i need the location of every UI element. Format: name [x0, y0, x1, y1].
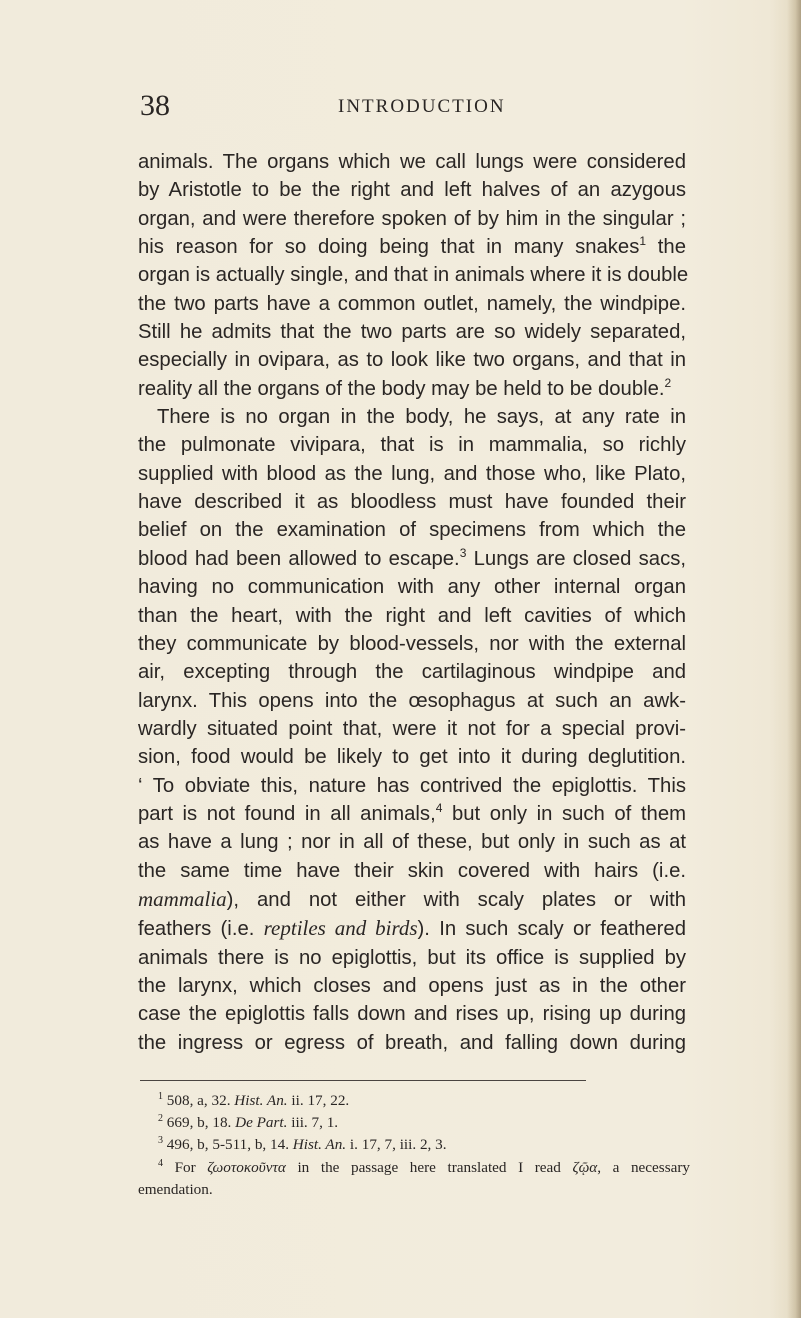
text-line — [138, 800, 686, 828]
text-span: , a necessary — [597, 1158, 690, 1176]
page-number: 38 — [140, 89, 170, 122]
text-line: animals there is no epiglottis, but its office is supplied by — [138, 946, 686, 969]
text-span: ), and not either with scaly plates or with — [226, 888, 686, 911]
text-span: reality all the organs of the body may be held to be double. — [138, 377, 665, 400]
text-span: i. 17, 7, iii. 2, 3. — [346, 1136, 447, 1154]
text-line: as have a lung ; nor in all of these, but only in such as at — [138, 831, 686, 854]
footnote — [138, 1090, 690, 1112]
text-line: organ, and were therefore spoken of by him in the singular ; — [138, 207, 686, 230]
italic-text: mammalia — [138, 886, 227, 911]
footnote-divider — [140, 1080, 586, 1081]
text-line — [138, 233, 686, 261]
text-span: part is not found in all animals, — [138, 802, 436, 825]
greek-text: ζῷα — [572, 1158, 598, 1176]
text-span: 496, b, 5-511, b, 14. — [163, 1136, 293, 1154]
italic-text: reptiles and birds — [263, 916, 418, 941]
text-line: There is no organ in the body, he says, at any rate in — [157, 406, 686, 429]
text-span: ). In such scaly or feathered — [417, 918, 686, 941]
text-line: having no communication with any other internal organ — [138, 576, 686, 599]
text-line: the same time have their skin covered with hairs (i.e. — [138, 859, 686, 882]
text-line — [138, 885, 686, 914]
body-text — [138, 148, 689, 1057]
text-line: than the heart, with the right and left cavities of which — [138, 604, 686, 627]
text-span: his reason for so doing being that in many snakes — [138, 236, 640, 259]
text-line: the larynx, which closes and opens just as in the other — [138, 974, 686, 997]
italic-text: Hist. An. — [292, 1136, 347, 1154]
text-line: organ is actually single, and that in animals where it is double — [138, 264, 689, 287]
text-span: ii. 17, 22. — [287, 1092, 350, 1109]
footnote-ref: 4 — [435, 801, 443, 816]
footnote-ref: 1 — [639, 234, 647, 249]
footnote — [138, 1134, 690, 1156]
footnotes — [138, 1090, 690, 1201]
text-line: the ingress or egress of breath, and falling down during — [138, 1031, 686, 1054]
text-span: 508, a, 32. — [163, 1092, 235, 1109]
text-line: air, excepting through the cartilaginous windpipe and — [138, 661, 686, 684]
text-line: the pulmonate vivipara, that is in mammalia, so richly — [138, 434, 686, 457]
page-edge-shadow — [787, 0, 801, 1318]
footnote-mark: 3 — [158, 1135, 163, 1147]
footnote-continuation: emendation. — [138, 1180, 213, 1198]
text-line: wardly situated point that, were it not for a special provi- — [138, 717, 686, 740]
text-span: Lungs are closed sacs, — [466, 547, 687, 570]
text-span: 669, b, 18. — [163, 1114, 236, 1132]
text-line: supplied with blood as the lung, and those who, like Plato, — [138, 462, 686, 485]
footnote — [138, 1157, 690, 1179]
text-line: have described it as bloodless must have founded their — [138, 491, 686, 514]
footnote-mark: 1 — [158, 1090, 163, 1102]
text-span: feathers (i.e. — [138, 918, 264, 941]
text-line: animals. The organs which we call lungs were considered — [138, 151, 686, 173]
footnote-mark: 2 — [158, 1113, 163, 1125]
text-span: iii. 7, 1. — [287, 1114, 339, 1132]
footnote-ref: 3 — [459, 546, 467, 561]
footnote-mark: 4 — [158, 1157, 163, 1169]
footnote-ref: 2 — [664, 375, 672, 390]
text-line: by Aristotle to be the right and left halves of an azygous — [138, 179, 686, 202]
text-line: belief on the examination of specimens from which the — [138, 519, 686, 542]
text-line: the two parts have a common outlet, namely, the windpipe. — [138, 292, 686, 315]
italic-text: De Part. — [235, 1114, 288, 1132]
text-line — [138, 914, 686, 943]
text-span: blood had been allowed to escape. — [138, 547, 460, 570]
italic-text: Hist. An. — [234, 1092, 288, 1109]
running-head: INTRODUCTION — [338, 96, 506, 117]
text-span: the — [646, 236, 686, 259]
text-line: sion, food would be likely to get into it during deglutition. — [138, 746, 686, 769]
text-line: case the epiglottis falls down and rises up, rising up during — [138, 1003, 686, 1026]
text-line: ‘ To obviate this, nature has contrived the epiglottis. This — [138, 774, 686, 797]
text-line: Still he admits that the two parts are so widely separated, — [138, 321, 686, 344]
page-header — [0, 88, 801, 128]
greek-text: ζωοτοκοῦντα — [207, 1158, 286, 1176]
text-line — [138, 375, 686, 403]
text-line — [138, 545, 686, 573]
text-span: in the passage here translated I read — [285, 1158, 573, 1176]
footnote — [138, 1112, 690, 1134]
text-span: For — [163, 1158, 208, 1176]
text-line: especially in ovipara, as to look like two organs, and that in — [138, 349, 686, 372]
text-line: larynx. This opens into the œsophagus at such an awk- — [138, 689, 686, 712]
text-line: they communicate by blood-vessels, nor with the external — [138, 632, 686, 655]
text-span: but only in such of them — [442, 802, 686, 825]
